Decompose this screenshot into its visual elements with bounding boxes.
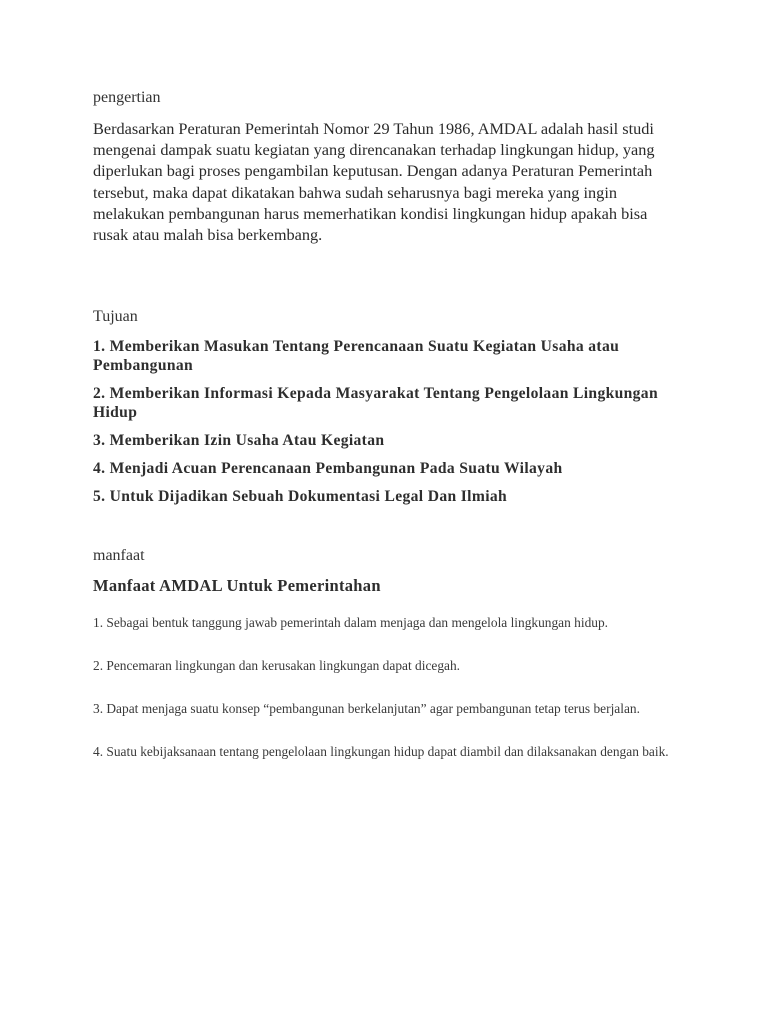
tujuan-list xyxy=(93,337,683,515)
manfaat-subheading: Manfaat AMDAL Untuk Pemerintahan xyxy=(93,576,381,595)
manfaat-item-1: 1. Sebagai bentuk tanggung jawab pemerintah dalam menjaga dan mengelola lingkungan hidup. xyxy=(93,615,609,630)
manfaat-item-2: 2. Pencemaran lingkungan dan kerusakan lingkungan dapat dicegah. xyxy=(93,658,461,673)
section-heading-pengertian: pengertian xyxy=(93,89,161,106)
tujuan-item-4: 4. Menjadi Acuan Perencanaan Pembangunan Pada Suatu Wilayah xyxy=(93,460,563,477)
tujuan-item-5: 5. Untuk Dijadikan Sebuah Dokumentasi Legal Dan Ilmiah xyxy=(93,488,508,505)
pengertian-paragraph: Berdasarkan Peraturan Pemerintah Nomor 29 Tahun 1986, AMDAL adalah hasil studi mengenai dampak suatu kegiatan yang direncanakan terhadap lingkungan hidup, yang diperlukan bagi proses pengambilan keputusan. Dengan adanya Peraturan Pemerintah tersebut, maka dapat dikatakan bahwa sudah seharusnya bagi mereka yang ingin melakukan pembangunan harus memerhatikan kondisi lingkungan hidup apakah bisa rusak atau malah bisa berkembang. xyxy=(93,119,655,245)
tujuan-item-2: 2. Memberikan Informasi Kepada Masyarakat Tentang Pengelolaan Lingkungan Hidup xyxy=(93,385,658,421)
tujuan-item-1: 1. Memberikan Masukan Tentang Perencanaan Suatu Kegiatan Usaha atau Pembangunan xyxy=(93,338,620,374)
manfaat-list xyxy=(93,614,673,786)
section-heading-manfaat: manfaat xyxy=(93,547,145,564)
tujuan-item-3: 3. Memberikan Izin Usaha Atau Kegiatan xyxy=(93,432,385,449)
manfaat-item-4: 4. Suatu kebijaksanaan tentang pengelolaan lingkungan hidup dapat diambil dan dilaksanakan dengan baik. xyxy=(93,744,669,759)
section-heading-tujuan: Tujuan xyxy=(93,308,138,325)
manfaat-item-3: 3. Dapat menjaga suatu konsep “pembangunan berkelanjutan” agar pembangunan tetap terus berjalan. xyxy=(93,701,640,716)
